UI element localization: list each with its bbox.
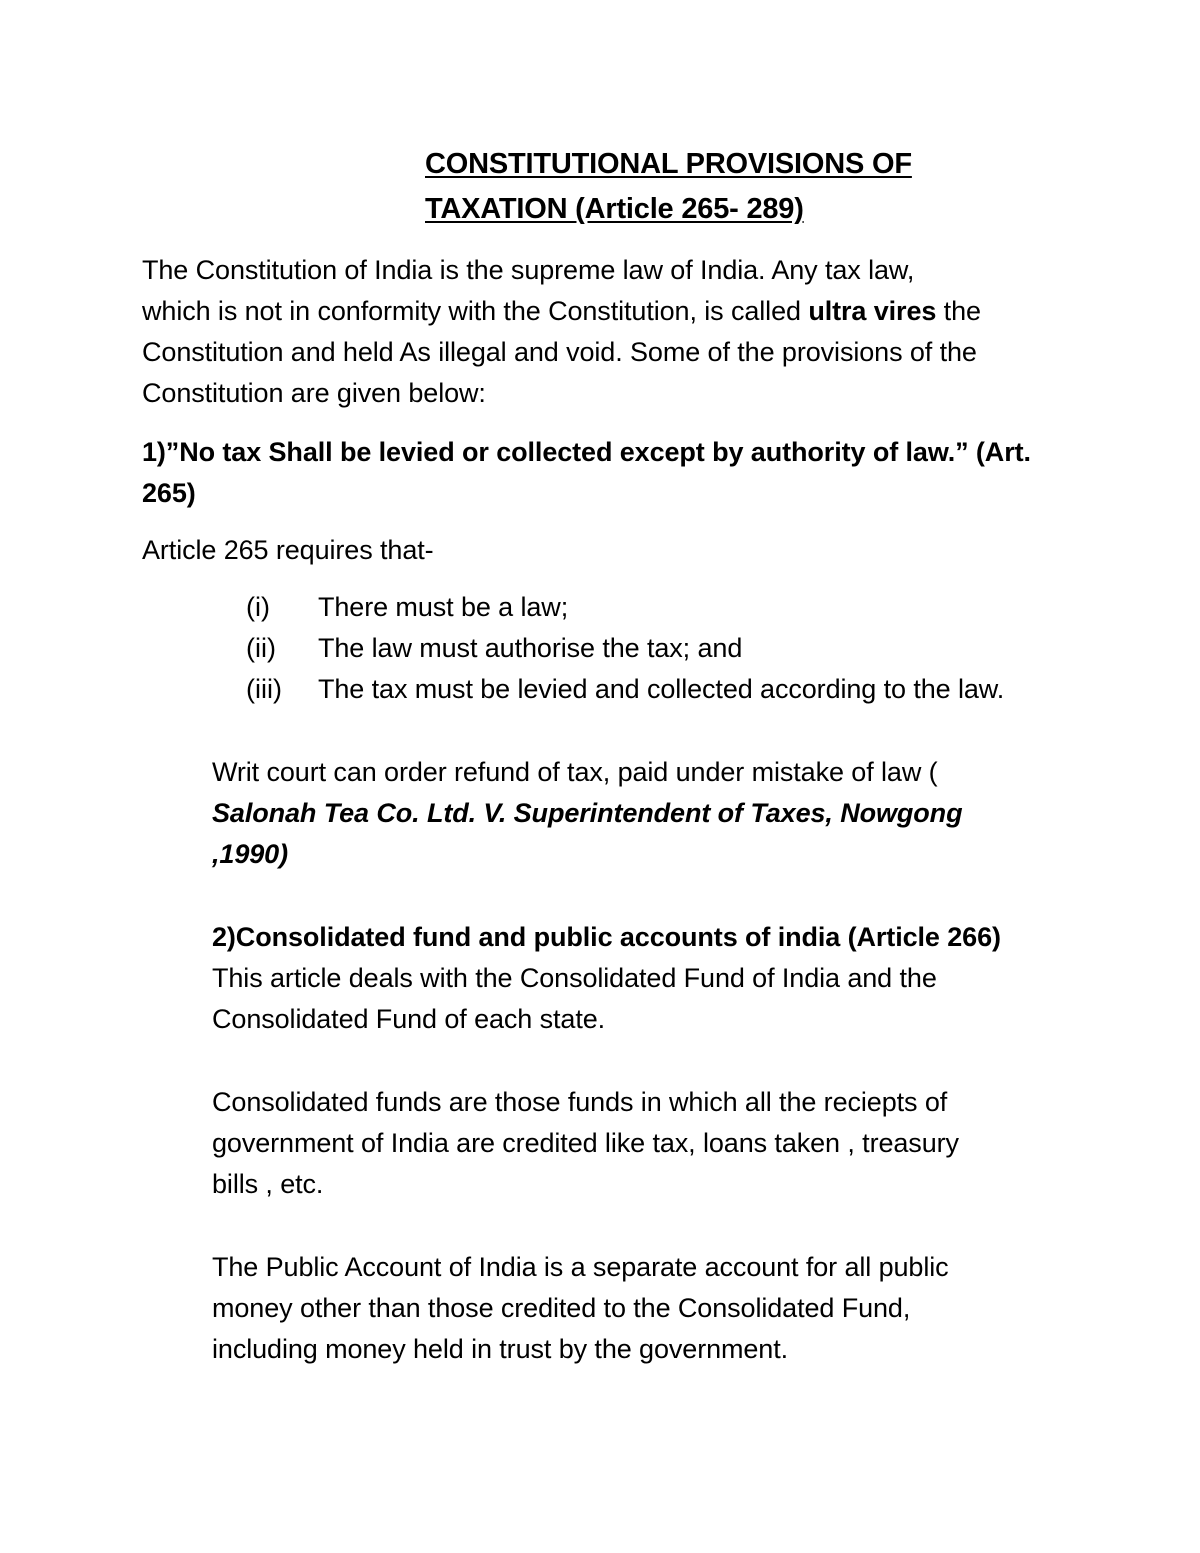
section2-p2-line-2: government of India are credited like tax, loans taken , treasury [212, 1128, 959, 1158]
section2-p3-line-2: money other than those credited to the Consolidated Fund, [212, 1293, 911, 1323]
intro-line-2-post: the [936, 296, 981, 326]
intro-line-2 [142, 296, 981, 327]
list-item-text: The tax must be levied and collected according to the law. [318, 674, 1005, 704]
list-item-text: The law must authorise the tax; and [318, 633, 743, 663]
section2-p1-line-2: Consolidated Fund of each state. [212, 1004, 606, 1034]
intro-line-3: Constitution and held As illegal and void. Some of the provisions of the [142, 337, 977, 367]
section2-p3-line-1: The Public Account of India is a separate account for all public [212, 1252, 949, 1282]
section2-p3-line-3: including money held in trust by the government. [212, 1334, 789, 1364]
section2-p1-line-1: This article deals with the Consolidated Fund of India and the [212, 963, 937, 993]
case-citation-line-2: ,1990) [212, 839, 288, 869]
case-citation-line-1: Salonah Tea Co. Ltd. V. Superintendent of Taxes, Nowgong [212, 798, 963, 828]
section1-heading-line-1: 1)”No tax Shall be levied or collected except by authority of law.” (Art. [142, 437, 1031, 467]
section1-heading-line-2: 265) [142, 478, 196, 508]
section2-p2-line-3: bills , etc. [212, 1169, 324, 1199]
writ-court-line: Writ court can order refund of tax, paid under mistake of law ( [212, 757, 938, 787]
intro-line-2-pre: which is not in conformity with the Constitution, is called [142, 296, 809, 326]
ultra-vires-term: ultra vires [808, 296, 937, 326]
list-item-number: (ii) [246, 633, 276, 663]
article-265-requires: Article 265 requires that- [142, 535, 434, 565]
section2-p2-line-1: Consolidated funds are those funds in which all the reciepts of [212, 1087, 948, 1117]
list-item-text: There must be a law; [318, 592, 569, 622]
intro-line-4: Constitution are given below: [142, 378, 486, 408]
title-line-2: TAXATION (Article 265- 289) [425, 193, 804, 225]
intro-line-1: The Constitution of India is the supreme law of India. Any tax law, [142, 255, 915, 285]
list-item-number: (i) [246, 592, 270, 622]
section2-heading: 2)Consolidated fund and public accounts of india (Article 266) [212, 922, 1001, 952]
title-line-1: CONSTITUTIONAL PROVISIONS OF [425, 148, 912, 180]
list-item-number: (iii) [246, 674, 282, 704]
